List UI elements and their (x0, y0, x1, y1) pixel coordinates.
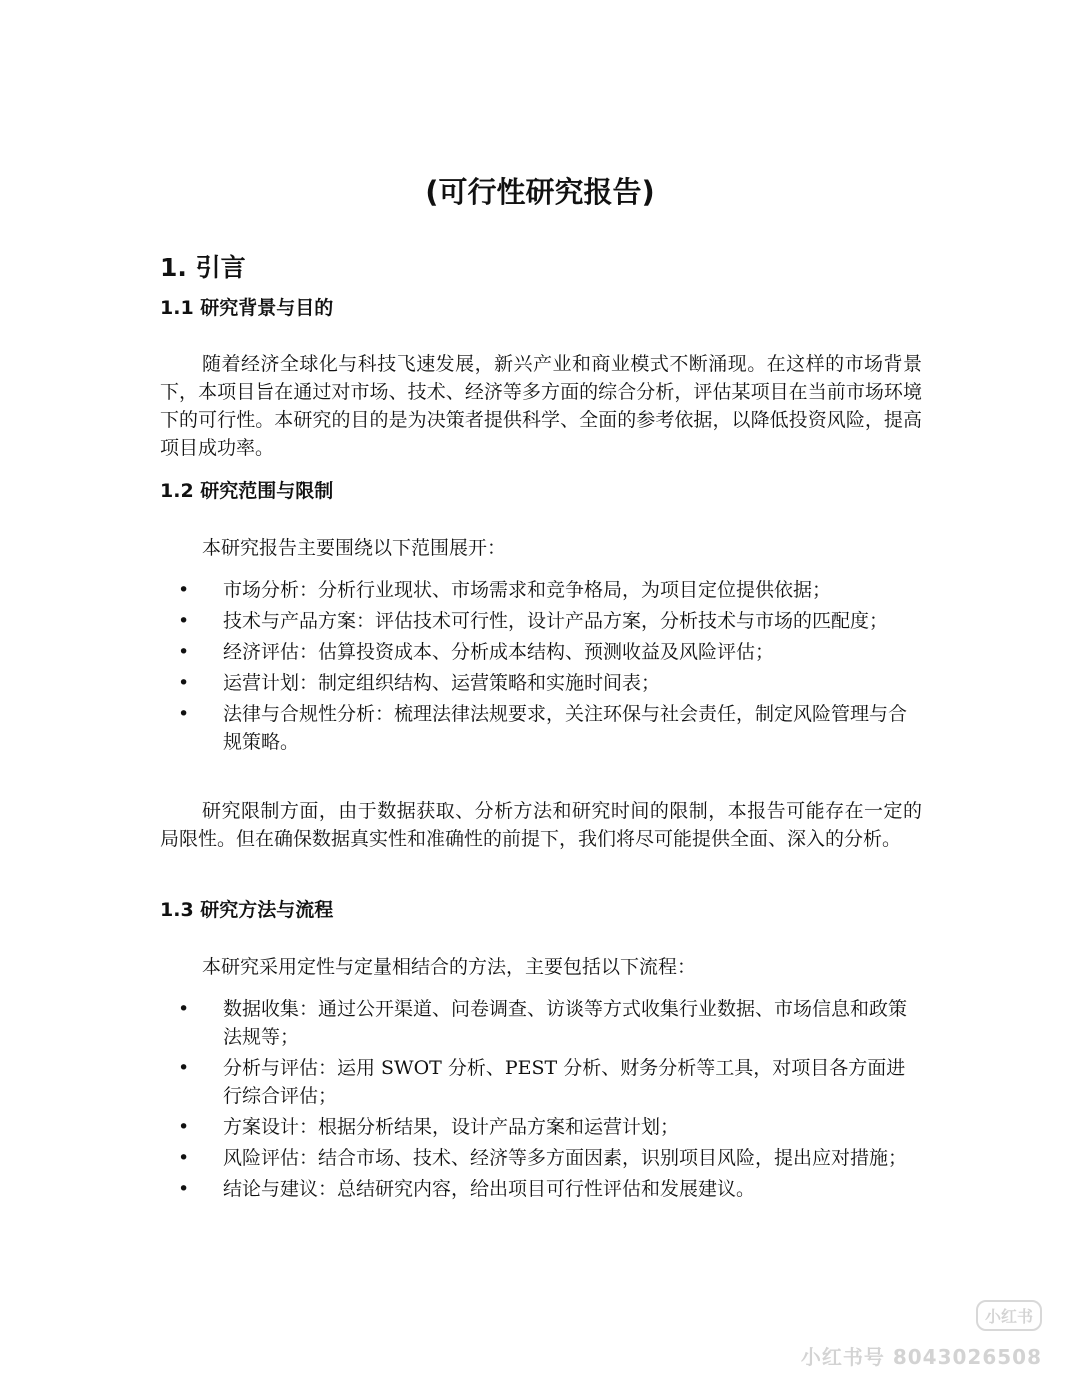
list-item (160, 669, 922, 697)
list-item (160, 576, 922, 604)
list-item (160, 1144, 922, 1172)
bullet-icon: • (178, 998, 190, 1020)
list-item (160, 995, 922, 1051)
list-item-text: 方案设计：根据分析结果，设计产品方案和运营计划； (223, 1116, 680, 1138)
list-item (160, 1113, 922, 1141)
list-item (160, 700, 922, 756)
bullet-icon: • (178, 610, 190, 632)
list-item-text: 分析与评估：运用 SWOT 分析、PEST 分析、财务分析等工具，对项目各方面进行综合评估； (223, 1057, 906, 1107)
list-item-text: 市场分析：分析行业现状、市场需求和竞争格局，为项目定位提供依据； (223, 579, 832, 601)
section-1-3-heading: 1.3 研究方法与流程 (160, 899, 334, 921)
bullet-icon: • (178, 641, 190, 663)
list-item (160, 1054, 922, 1110)
bullet-icon: • (178, 1057, 190, 1079)
bullet-icon: • (178, 1147, 190, 1169)
scope-list (160, 576, 922, 759)
section-1-1-paragraph: 随着经济全球化与科技飞速发展，新兴产业和商业模式不断涌现。在这样的市场背景下，本项目旨在通过对市场、技术、经济等多方面的综合分析，评估某项目在当前市场环境下的可行性。本研究的目的是为决策者提供科学、全面的参考依据，以降低投资风险，提高项目成功率。 (160, 353, 922, 459)
document-title: (可行性研究报告) (425, 175, 655, 209)
bullet-icon: • (178, 703, 190, 725)
list-item-text: 技术与产品方案：评估技术可行性，设计产品方案，分析技术与市场的匹配度； (223, 610, 889, 632)
list-item-text: 数据收集：通过公开渠道、问卷调查、访谈等方式收集行业数据、市场信息和政策法规等； (223, 998, 908, 1048)
list-item (160, 638, 922, 666)
list-item-text: 结论与建议：总结研究内容，给出项目可行性评估和发展建议。 (223, 1178, 756, 1200)
bullet-icon: • (178, 1116, 190, 1138)
list-item-text: 法律与合规性分析：梳理法律法规要求，关注环保与社会责任，制定风险管理与合规策略。 (223, 703, 908, 753)
section-1-2-limitation: 研究限制方面，由于数据获取、分析方法和研究时间的限制，本报告可能存在一定的局限性。但在确保数据真实性和准确性的前提下，我们将尽可能提供全面、深入的分析。 (160, 800, 922, 850)
list-item (160, 1175, 922, 1203)
section-1-1-heading: 1.1 研究背景与目的 (160, 297, 334, 319)
section-1-2-heading: 1.2 研究范围与限制 (160, 480, 334, 502)
method-list (160, 995, 922, 1206)
bullet-icon: • (178, 579, 190, 601)
bullet-icon: • (178, 672, 190, 694)
list-item-text: 经济评估：估算投资成本、分析成本结构、预测收益及风险评估； (223, 641, 775, 663)
section-1-3-intro: 本研究采用定性与定量相结合的方法，主要包括以下流程： (202, 956, 697, 978)
list-item (160, 607, 922, 635)
watermark-id-text: 小红书号 8043026508 (800, 1345, 1042, 1369)
section-1-heading: 1. 引言 (160, 253, 246, 282)
watermark-logo-icon: 小红书 (976, 1300, 1042, 1331)
section-1-2-intro: 本研究报告主要围绕以下范围展开： (202, 537, 507, 559)
list-item-text: 运营计划：制定组织结构、运营策略和实施时间表； (223, 672, 661, 694)
list-item-text: 风险评估：结合市场、技术、经济等多方面因素，识别项目风险，提出应对措施； (223, 1147, 908, 1169)
watermark (801, 1300, 1042, 1370)
bullet-icon: • (178, 1178, 190, 1200)
